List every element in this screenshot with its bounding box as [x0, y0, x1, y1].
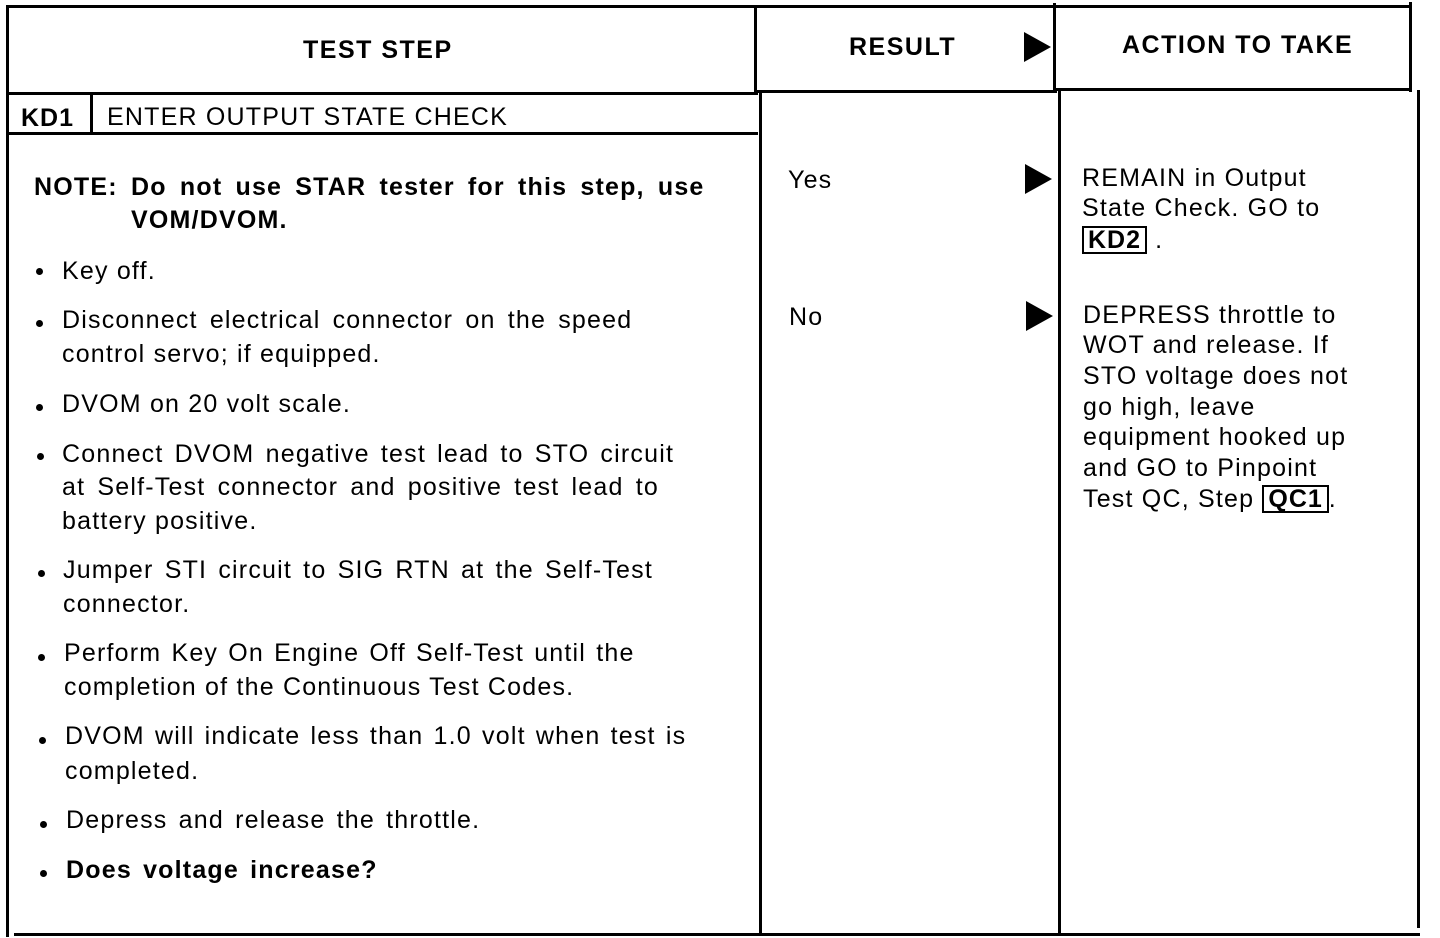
table-border-right [1409, 2, 1412, 92]
step-title: ENTER OUTPUT STATE CHECK [107, 103, 509, 131]
action-no-line-6: and GO to Pinpoint [1083, 454, 1318, 482]
bullet-item: DVOM will indicate less than 1.0 volt when test is [65, 722, 687, 750]
bullet-icon [40, 821, 47, 828]
header-divider-right [1056, 88, 1412, 91]
bullet-item-continued: control servo; if equipped. [62, 340, 381, 368]
column-divider-2-lower [1058, 90, 1061, 933]
bullet-icon [36, 404, 43, 411]
result-yes: Yes [788, 166, 833, 194]
bullet-item: Connect DVOM negative test lead to STO circuit [62, 440, 675, 468]
action-yes-line-2: State Check. GO to [1082, 194, 1321, 222]
bullet-icon [40, 870, 47, 877]
ref-suffix: . [1328, 485, 1337, 513]
header-test-step: TEST STEP [303, 36, 453, 64]
note-line-1: Do not use STAR tester for this step, use [131, 173, 705, 201]
bullet-item: Key off. [62, 257, 156, 285]
column-divider-2 [1053, 3, 1056, 93]
bullet-item-continued: connector. [63, 590, 191, 618]
action-no-line-2: WOT and release. If [1083, 331, 1330, 359]
ref-suffix: . [1155, 226, 1164, 254]
action-no-line-7 [1083, 482, 1337, 516]
ref-box-qc1: QC1 [1262, 485, 1328, 513]
step-id: KD1 [21, 104, 75, 132]
result-yes-arrow-icon [1025, 164, 1052, 194]
bullet-item-continued: completion of the Continuous Test Codes. [64, 673, 575, 701]
action-no-line-5: equipment hooked up [1083, 423, 1347, 451]
header-divider-mid [757, 90, 1057, 93]
bullet-item: Jumper STI circuit to SIG RTN at the Self-Test [63, 556, 654, 584]
action-yes-line-1: REMAIN in Output [1082, 164, 1307, 192]
bullet-item: Disconnect electrical connector on the speed [62, 306, 633, 334]
bullet-item: DVOM on 20 volt scale. [62, 390, 352, 418]
action-no-line-7-text: Test QC, Step [1083, 485, 1255, 513]
bullet-item: Depress and release the throttle. [66, 806, 481, 834]
action-no-line-3: STO voltage does not [1083, 362, 1349, 390]
result-no: No [789, 303, 824, 331]
action-no-line-1: DEPRESS throttle to [1083, 301, 1337, 329]
header-action-to-take: ACTION TO TAKE [1122, 31, 1354, 59]
header-arrow-icon [1024, 32, 1051, 62]
column-divider-1-lower [759, 93, 762, 933]
bullet-icon [36, 320, 43, 327]
bullet-icon [39, 737, 46, 744]
header-divider-left [6, 92, 758, 95]
bullet-item-continued: at Self-Test connector and positive test lead to [62, 473, 660, 501]
column-divider-1 [754, 5, 757, 93]
bullet-icon [38, 570, 45, 577]
action-no-line-4: go high, leave [1083, 393, 1256, 421]
bullet-item-question: Does voltage increase? [66, 856, 378, 884]
bullet-icon [36, 268, 43, 275]
bullet-icon [38, 654, 45, 661]
note-line-2: VOM/DVOM. [131, 206, 288, 234]
bullet-icon [37, 453, 44, 460]
table-border-bottom [14, 933, 1420, 936]
bullet-item: Perform Key On Engine Off Self-Test until the [64, 639, 635, 667]
action-yes-line-3 [1082, 223, 1163, 257]
step-id-divider [90, 94, 93, 134]
table-border-left [6, 5, 9, 937]
table-border-top [6, 5, 1411, 8]
note-label: NOTE: [34, 173, 118, 201]
bullet-item-continued: battery positive. [62, 507, 258, 535]
bullet-item-continued: completed. [65, 757, 200, 785]
ref-box-kd2: KD2 [1082, 226, 1147, 254]
table-border-right-lower [1417, 90, 1420, 928]
result-no-arrow-icon [1026, 301, 1053, 331]
header-result: RESULT [849, 33, 957, 61]
